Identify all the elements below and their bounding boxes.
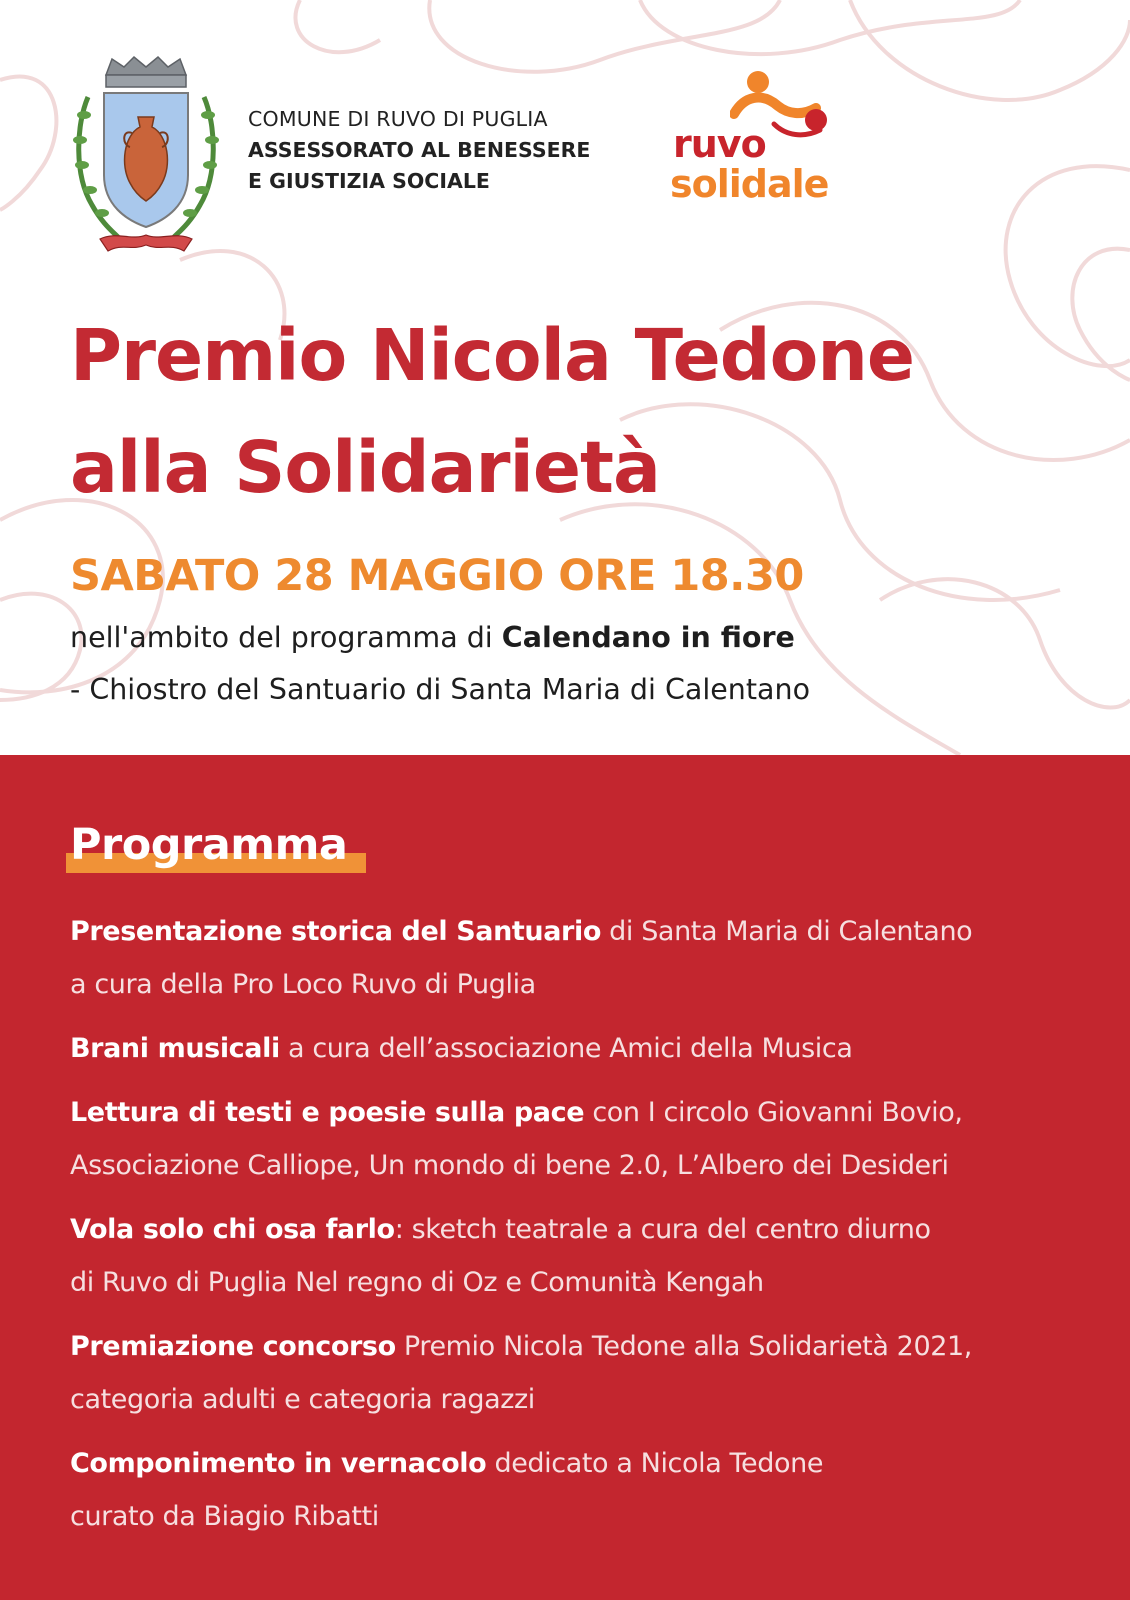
program-item [70, 905, 1110, 1011]
program-item-line1 [70, 1022, 1110, 1075]
program-item-title: Brani musicali [70, 1033, 280, 1064]
program-item-line1 [70, 1203, 1110, 1256]
program-item-text: con I circolo Giovanni Bovio, [584, 1097, 963, 1128]
program-item-line1 [70, 1437, 1110, 1490]
program-item [70, 1022, 1110, 1075]
event-title-line2: alla Solidarietà [70, 426, 660, 509]
program-item-text: Premio Nicola Tedone alla Solidarietà 2021, [395, 1331, 972, 1362]
program-item-line1 [70, 1320, 1110, 1373]
program-panel [0, 755, 1130, 1600]
poster-header-area [0, 0, 1130, 755]
program-item-line2: curato da Biagio Ribatti [70, 1501, 379, 1532]
program-item [70, 1203, 1110, 1309]
org-municipality: COMUNE DI RUVO DI PUGLIA [248, 107, 548, 131]
event-title [70, 300, 914, 524]
program-item-line2: a cura della Pro Loco Ruvo di Puglia [70, 969, 536, 1000]
event-location [70, 612, 810, 716]
program-item-line2: categoria adulti e categoria ragazzi [70, 1384, 535, 1415]
event-context-program: Calendano in fiore [501, 621, 795, 654]
program-item-line2: Associazione Calliope, Un mondo di bene 2.0, L’Albero dei Desideri [70, 1150, 949, 1181]
program-item-title: Presentazione storica del Santuario [70, 916, 601, 947]
coat-of-arms-crest [66, 55, 226, 260]
program-item [70, 1437, 1110, 1543]
program-item-text: : sketch teatrale a cura del centro diurno [394, 1214, 931, 1245]
brand-word-solidale: solidale [670, 162, 829, 206]
program-item [70, 1086, 1110, 1192]
brand-word-ruvo: ruvo [673, 122, 766, 166]
event-title-line1: Premio Nicola Tedone [70, 314, 915, 397]
program-item [70, 1320, 1110, 1426]
program-item-line1 [70, 1086, 1110, 1139]
program-heading: Programma [70, 820, 348, 870]
event-context-prefix: nell'ambito del programma di [70, 621, 502, 654]
event-date: SABATO 28 MAGGIO ORE 18.30 [70, 551, 804, 601]
organization-block [248, 104, 590, 197]
program-item-text: dedicato a Nicola Tedone [486, 1448, 824, 1479]
ruvo-solidale-logo [670, 70, 840, 206]
program-item-text: di Santa Maria di Calentano [600, 916, 973, 947]
org-department-line1: ASSESSORATO AL BENESSERE [248, 138, 591, 162]
program-item-title: Componimento in vernacolo [70, 1448, 487, 1479]
event-context [70, 612, 810, 664]
org-department-line2: E GIUSTIZIA SOCIALE [248, 169, 490, 193]
program-heading-block [66, 817, 347, 873]
program-item-line2: di Ruvo di Puglia Nel regno di Oz e Comunità Kengah [70, 1267, 764, 1298]
program-item-title: Lettura di testi e poesie sulla pace [70, 1097, 585, 1128]
program-item-line1 [70, 905, 1110, 958]
event-venue: - Chiostro del Santuario di Santa Maria di Calentano [70, 673, 811, 706]
program-list [70, 905, 1110, 1554]
program-item-title: Vola solo chi osa farlo [70, 1214, 395, 1245]
program-item-title: Premiazione concorso [70, 1331, 396, 1362]
program-item-text: a cura dell’associazione Amici della Musica [279, 1033, 853, 1064]
